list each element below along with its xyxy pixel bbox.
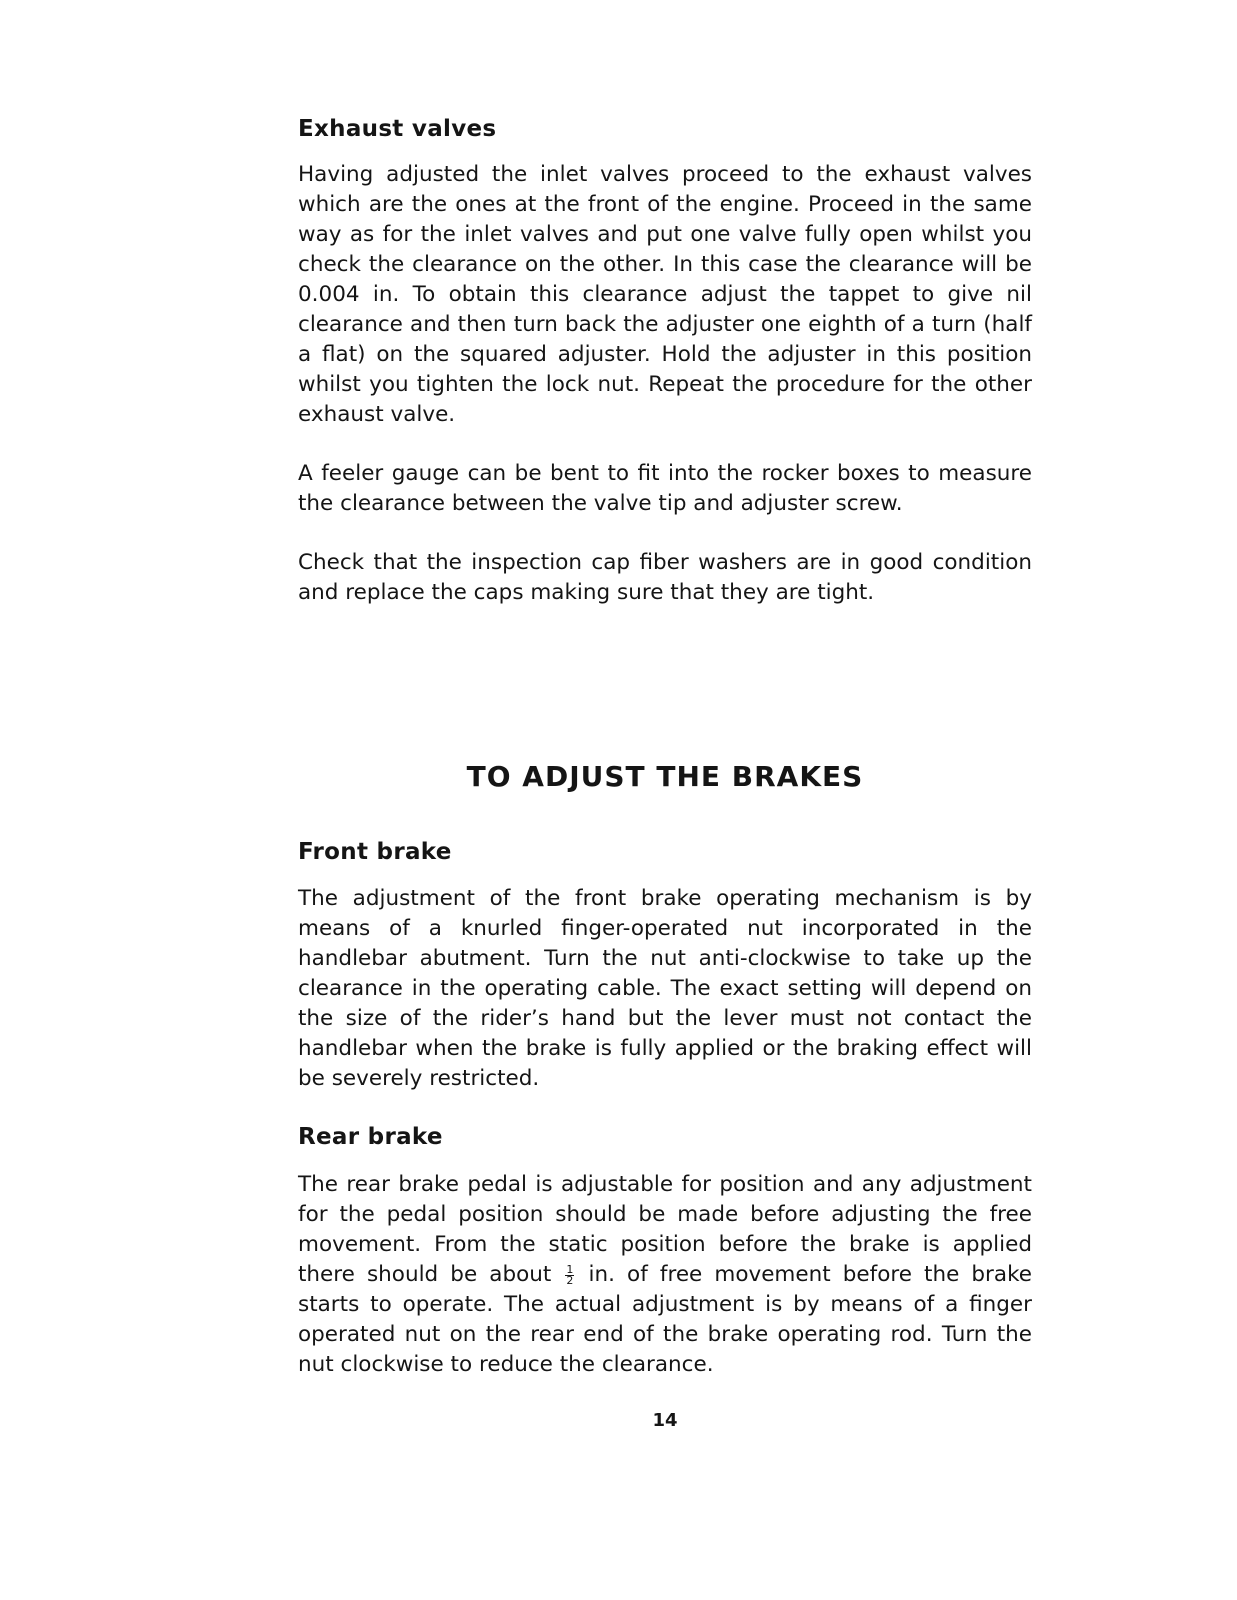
half-fraction (565, 1262, 574, 1287)
rear-brake-text-a: The rear brake pedal is adjustable for position and any adjustment for the pedal position should be made before adjusting the free movement. From the static position before the brake is applied there should be about (298, 1172, 1032, 1287)
rear-brake-paragraph (298, 1170, 1032, 1380)
fraction-numerator: 1 (566, 1262, 574, 1276)
brakes-section-title: TO ADJUST THE BRAKES (466, 760, 864, 793)
front-brake-paragraph: The adjustment of the front brake operating mechanism is by means of a knurled finger-operated nut incorporated in the handlebar abutment. Turn the nut anti-clockwise to take up the clearance in the operating cable. The exact setting will depend on the size of the rider’s hand but the lever must not contact the handlebar when the brake is fully applied or the braking effect will be severely restricted. (298, 886, 1032, 1091)
rear-brake-text-b: in. of free movement before the brake starts to operate. The actual adjustment is by means of a finger operated nut on the rear end of the brake operating rod. Turn the nut clockwise to reduce the clearance. (298, 1262, 1032, 1377)
exhaust-valves-heading: Exhaust valves (298, 116, 497, 142)
fraction-denominator: 2 (566, 1273, 574, 1287)
page-number: 14 (652, 1410, 678, 1431)
rear-brake-heading: Rear brake (298, 1124, 443, 1150)
exhaust-paragraph-3: Check that the inspection cap fiber washers are in good condition and replace the caps making sure that they are tight. (298, 550, 1032, 605)
exhaust-paragraph-1: Having adjusted the inlet valves proceed to the exhaust valves which are the ones at the front of the engine. Proceed in the same way as for the inlet valves and put one valve fully open whilst you check the clearance on the other. In this case the clearance will be 0.004 in. To obtain this clearance adjust the tappet to give nil clearance and then turn back the adjuster one eighth of a turn (half a flat) on the squared adjuster. Hold the adjuster in this position whilst you tighten the lock nut. Repeat the procedure for the other exhaust valve. (298, 162, 1032, 427)
exhaust-paragraph-2: A feeler gauge can be bent to fit into the rocker boxes to measure the clearance between the valve tip and adjuster screw. (298, 461, 1032, 516)
front-brake-heading: Front brake (298, 839, 452, 865)
